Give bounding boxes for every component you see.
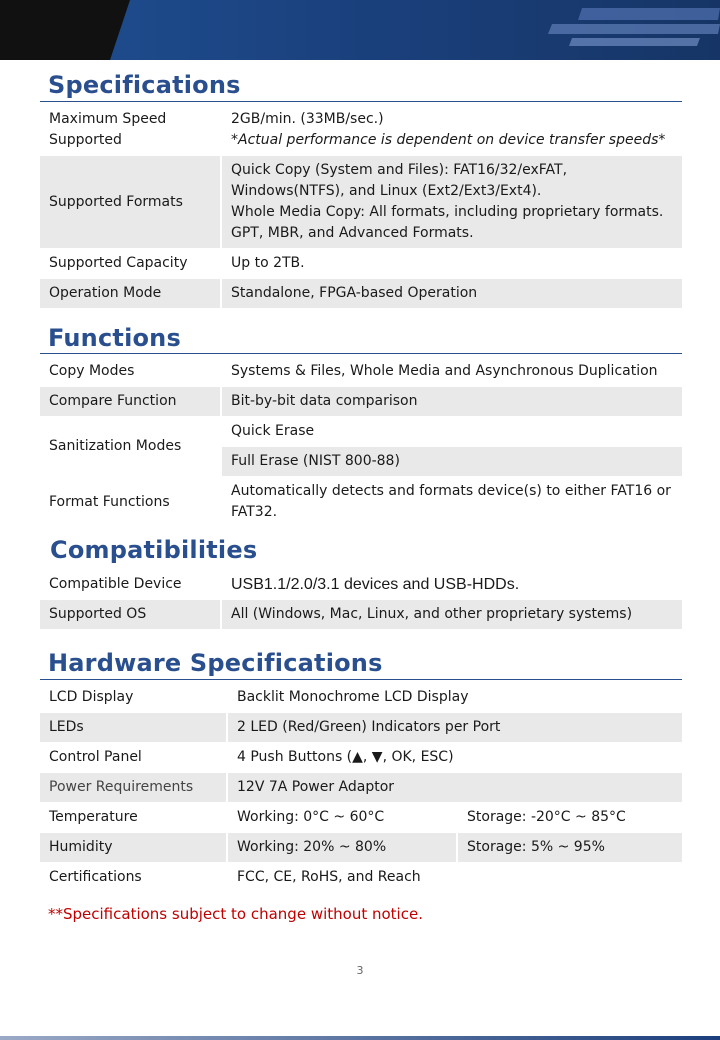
table-row xyxy=(40,863,682,892)
row-label: Temperature xyxy=(49,809,138,825)
table-row xyxy=(40,249,682,278)
row-label: Power Requirements xyxy=(40,773,226,802)
row-value: Up to 2TB. xyxy=(220,249,682,278)
row-value: Systems & Files, Whole Media and Asynchronous Duplication xyxy=(220,357,682,386)
row-value: Bit-by-bit data comparison xyxy=(220,387,682,416)
table-row xyxy=(40,279,682,308)
row-label: Sanitization Modes xyxy=(49,438,182,454)
table-row xyxy=(40,713,682,742)
row-value xyxy=(220,105,682,155)
section-rule xyxy=(40,101,682,102)
temperature-working: Working: 0°C ~ 60°C xyxy=(226,803,456,832)
row-label: LCD Display xyxy=(49,689,134,705)
row-label: Supported Capacity xyxy=(49,255,188,271)
header-banner xyxy=(0,0,720,60)
humidity-working: Working: 20% ~ 80% xyxy=(226,833,456,862)
functions-table xyxy=(40,356,682,528)
row-label: Supported Formats xyxy=(40,156,220,248)
table-row xyxy=(40,105,682,155)
format-line-whole-media: Whole Media Copy: All formats, including proprietary formats. GPT, MBR, and Advanced Formats. xyxy=(231,204,664,241)
speed-note: *Actual performance is dependent on device transfer speeds* xyxy=(231,132,666,148)
table-row xyxy=(40,156,682,248)
table-row xyxy=(40,833,682,862)
table-row xyxy=(40,743,682,772)
row-label: Certifications xyxy=(49,869,142,885)
table-row xyxy=(40,683,682,712)
humidity-storage: Storage: 5% ~ 95% xyxy=(456,833,682,862)
row-value: Full Erase (NIST 800-88) xyxy=(220,447,682,476)
format-line-quick-copy: Quick Copy (System and Files): FAT16/32/exFAT, Windows(NTFS), and Linux (Ext2/Ext3/Ext4). xyxy=(231,162,568,199)
row-label: Control Panel xyxy=(49,749,142,765)
section-rule xyxy=(40,679,682,680)
row-value: All (Windows, Mac, Linux, and other proprietary systems) xyxy=(220,600,682,629)
table-row xyxy=(40,803,682,832)
table-row xyxy=(40,569,682,599)
table-row xyxy=(40,600,682,629)
row-value xyxy=(220,156,682,248)
row-value: FCC, CE, RoHS, and Reach xyxy=(226,863,682,892)
row-label: Format Functions xyxy=(49,493,170,510)
row-label: Operation Mode xyxy=(40,279,220,308)
table-row xyxy=(40,477,682,527)
row-value: Quick Erase xyxy=(220,417,682,446)
row-label: Compatible Device xyxy=(49,575,182,592)
section-rule xyxy=(40,353,682,354)
section-title-hardware: Hardware Specifications xyxy=(48,649,383,677)
row-value: Automatically detects and formats device(s) to either FAT16 or FAT32. xyxy=(220,477,682,527)
table-row xyxy=(40,387,682,416)
page-number: 3 xyxy=(356,964,364,977)
row-label: Maximum Speed Supported xyxy=(49,111,167,148)
disclaimer-footnote: **Specifications subject to change without notice. xyxy=(48,905,423,923)
section-title-compatibilities: Compatibilities xyxy=(50,536,258,564)
row-value: Standalone, FPGA-based Operation xyxy=(220,279,682,308)
footer-bar xyxy=(0,1036,720,1040)
temperature-storage: Storage: -20°C ~ 85°C xyxy=(456,803,682,832)
row-value: 12V 7A Power Adaptor xyxy=(226,773,682,802)
row-label: Humidity xyxy=(40,833,226,862)
hardware-table xyxy=(40,682,682,893)
row-value: 4 Push Buttons (▲, ▼, OK, ESC) xyxy=(226,743,682,772)
row-label: Compare Function xyxy=(40,387,220,416)
compatibilities-table xyxy=(40,568,682,630)
table-row xyxy=(40,417,682,446)
row-label: LEDs xyxy=(40,713,226,742)
section-title-specifications: Specifications xyxy=(48,71,241,99)
speed-value: 2GB/min. (33MB/sec.) xyxy=(231,111,384,127)
section-title-functions: Functions xyxy=(48,324,181,352)
row-value: 2 LED (Red/Green) Indicators per Port xyxy=(226,713,682,742)
row-value: Backlit Monochrome LCD Display xyxy=(226,683,682,712)
row-label: Copy Modes xyxy=(49,363,135,379)
row-value: USB1.1/2.0/3.1 devices and USB-HDDs. xyxy=(220,569,682,599)
row-label: Supported OS xyxy=(40,600,220,629)
specifications-table xyxy=(40,104,682,309)
table-row xyxy=(40,357,682,386)
table-row xyxy=(40,773,682,802)
